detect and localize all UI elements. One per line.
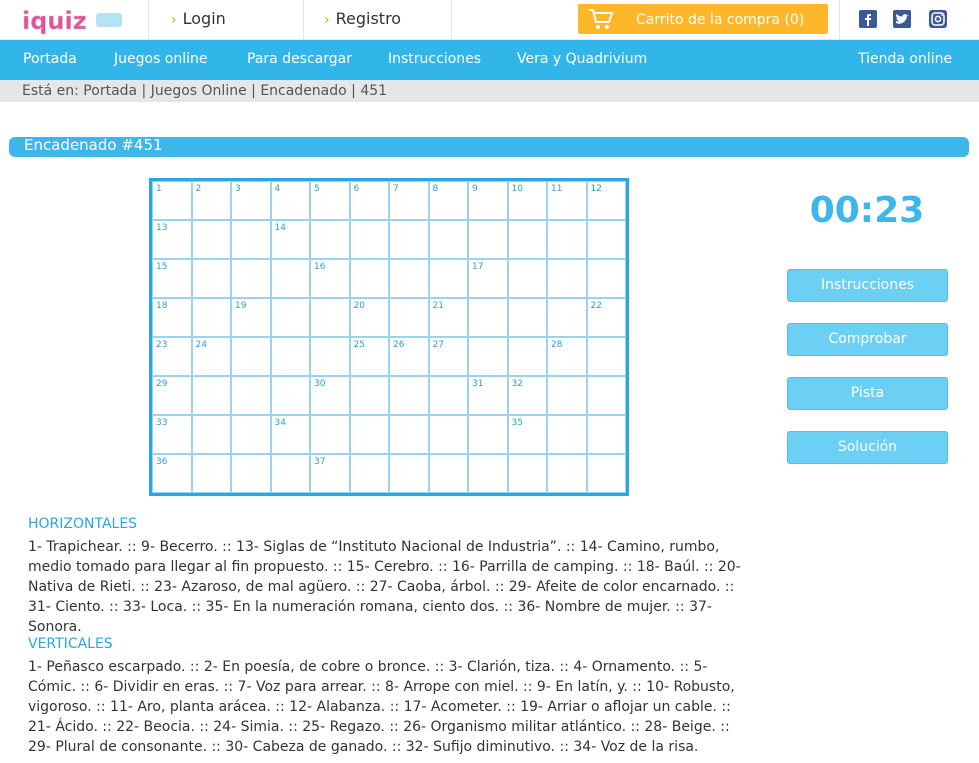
grid-cell[interactable] (310, 259, 350, 298)
grid-cell[interactable] (350, 259, 390, 298)
grid-cell[interactable] (587, 415, 627, 454)
horizontal-clues-title: HORIZONTALES (28, 516, 138, 532)
grid-cell[interactable] (152, 220, 192, 259)
instructions-button[interactable]: Instrucciones (787, 269, 948, 302)
horizontal-clues: 1- Trapichear. :: 9- Becerro. :: 13- Siglas de “Instituto Nacional de Industria”. :: 14- Camino, rumbo, medio tomado para llegar al fin propuesto. :: 15- Cerebro. :: 16- Parrilla de camping. :: 18- Baúl. :: 20- Nativa de Rieti. :: 23- Azaroso, de mal agüero. :: 27- Caoba, árbol. :: 29- Afeite de color encarnado. :: 31- Ciento. :: 33- Loca. :: 35- En la numeración romana, ciento dos. :: 36- Nombre de mujer. :: 37- Sonora. (28, 539, 741, 635)
grid-cell[interactable] (310, 337, 350, 376)
grid-cell[interactable] (310, 415, 350, 454)
grid-cell[interactable] (152, 259, 192, 298)
grid-cell[interactable] (271, 220, 311, 259)
grid-cell[interactable] (350, 376, 390, 415)
grid-cell[interactable] (429, 415, 469, 454)
cell-number: 2 (195, 184, 202, 194)
grid-cell[interactable] (271, 181, 311, 220)
grid-cell[interactable] (231, 376, 271, 415)
grid-cell[interactable] (587, 220, 627, 259)
grid-cell[interactable] (547, 259, 587, 298)
grid-cell[interactable] (350, 454, 390, 493)
chevron-right-icon: › (324, 12, 330, 28)
grid-cell[interactable] (231, 298, 271, 337)
cell-number: 19 (235, 301, 247, 311)
nav-item-para-descargar[interactable]: Para descargar (247, 51, 352, 67)
cell-number: 34 (274, 418, 286, 428)
cell-number: 10 (511, 184, 523, 194)
cell-number: 8 (432, 184, 439, 194)
top-bar (0, 0, 979, 40)
nav-item-tienda-online[interactable]: Tienda online (858, 51, 953, 67)
cell-number: 7 (393, 184, 399, 194)
grid-cell[interactable] (271, 415, 311, 454)
grid-cell[interactable] (231, 181, 271, 220)
grid-cell[interactable] (468, 181, 508, 220)
grid-cell[interactable] (271, 298, 311, 337)
chevron-right-icon: › (171, 12, 177, 28)
grid-cell[interactable] (271, 259, 311, 298)
grid-cell[interactable] (350, 220, 390, 259)
grid-cell[interactable] (429, 220, 469, 259)
grid-cell[interactable] (192, 259, 232, 298)
svg-text:iquiz: iquiz (22, 7, 87, 34)
crossword-grid (149, 178, 629, 496)
cell-number: 25 (353, 340, 365, 350)
grid-cell[interactable] (508, 454, 548, 493)
grid-cell[interactable] (468, 220, 508, 259)
grid-cell[interactable] (152, 337, 192, 376)
grid-cell[interactable] (231, 454, 271, 493)
grid-cell[interactable] (547, 376, 587, 415)
login-link[interactable]: › Login (171, 9, 226, 28)
grid-cell[interactable] (508, 415, 548, 454)
cell-number: 16 (314, 262, 326, 272)
grid-cell[interactable] (508, 259, 548, 298)
cell-number: 20 (353, 301, 365, 311)
grid-cell[interactable] (429, 181, 469, 220)
grid-cell[interactable] (192, 415, 232, 454)
cell-number: 4 (274, 184, 281, 194)
cell-number: 23 (156, 340, 168, 350)
grid-cell[interactable] (389, 298, 429, 337)
grid-cell[interactable] (389, 181, 429, 220)
iquiz-logo[interactable] (18, 7, 126, 34)
cell-number: 11 (551, 184, 563, 194)
cell-number: 30 (314, 379, 326, 389)
shopping-cart-icon (588, 8, 614, 30)
vertical-clues-title: VERTICALES (28, 636, 113, 652)
grid-cell[interactable] (587, 376, 627, 415)
grid-cell[interactable] (429, 298, 469, 337)
vertical-clues: 1- Peñasco escarpado. :: 2- En poesía, de cobre o bronce. :: 3- Clarión, tiza. :: 4- Ornamento. :: 5- Cómic. :: 6- Dividir en eras. :: 7- Voz para arrear. :: 8- Arrope con miel. :: 9- En latín, y. :: 10- Robusto, vigoroso. :: 11- Aro, planta arácea. :: 12- Alabanza. :: 17- Acometer. :: 19- Arriar o aflojar un cable. :: 21- Ácido. :: 22- Beocia. :: 24- Simia. :: 25- Regazo. :: 26- Organismo militar atlántico. :: 28- Beige. :: 29- Plural de consonante. :: 30- Cabeza de ganado. :: 32- Sufijo diminutivo. :: 34- Voz de la risa. (28, 659, 735, 755)
cell-number: 3 (235, 184, 241, 194)
nav-item-instrucciones[interactable]: Instrucciones (388, 51, 482, 67)
instagram-icon[interactable] (929, 10, 947, 28)
cell-number: 24 (195, 340, 207, 350)
grid-cell[interactable] (192, 337, 232, 376)
grid-cell[interactable] (389, 337, 429, 376)
puzzle-title-bar (9, 137, 969, 157)
crossword-cells (152, 181, 626, 493)
grid-cell[interactable] (468, 376, 508, 415)
cell-number: 14 (274, 223, 286, 233)
breadcrumb (0, 80, 979, 102)
cell-number: 13 (156, 223, 168, 233)
grid-cell[interactable] (508, 220, 548, 259)
grid-cell[interactable] (310, 181, 350, 220)
cell-number: 1 (156, 184, 162, 194)
grid-cell[interactable] (152, 181, 192, 220)
grid-cell[interactable] (231, 415, 271, 454)
grid-cell[interactable] (310, 454, 350, 493)
breadcrumb-text[interactable]: Está en: Portada | Juegos Online | Encadenado | 451 (22, 83, 388, 99)
cell-number: 36 (156, 457, 168, 467)
cell-number: 12 (590, 184, 602, 194)
grid-cell[interactable] (547, 454, 587, 493)
grid-cell[interactable] (152, 415, 192, 454)
grid-cell[interactable] (350, 337, 390, 376)
grid-cell[interactable] (152, 298, 192, 337)
cell-number: 15 (156, 262, 168, 272)
grid-cell[interactable] (508, 376, 548, 415)
cart-label: Carrito de la compra (0) (636, 12, 805, 28)
grid-cell[interactable] (152, 376, 192, 415)
grid-cell[interactable] (310, 220, 350, 259)
grid-cell[interactable] (547, 298, 587, 337)
cell-number: 32 (511, 379, 523, 389)
grid-cell[interactable] (429, 454, 469, 493)
grid-cell[interactable] (192, 181, 232, 220)
grid-cell[interactable] (587, 337, 627, 376)
twitter-icon[interactable] (893, 10, 911, 28)
register-segment (303, 0, 451, 40)
grid-cell[interactable] (547, 337, 587, 376)
grid-cell[interactable] (152, 454, 192, 493)
grid-cell[interactable] (231, 220, 271, 259)
cart-button[interactable] (578, 4, 828, 34)
grid-cell[interactable] (508, 181, 548, 220)
grid-cell[interactable] (547, 415, 587, 454)
grid-cell[interactable] (310, 298, 350, 337)
grid-cell[interactable] (310, 376, 350, 415)
grid-cell[interactable] (508, 337, 548, 376)
cell-number: 26 (393, 340, 405, 350)
grid-cell[interactable] (231, 259, 271, 298)
register-link[interactable]: › Registro (324, 9, 402, 28)
grid-cell[interactable] (271, 376, 311, 415)
solution-button[interactable]: Solución (787, 431, 948, 464)
check-button[interactable]: Comprobar (787, 323, 948, 356)
cell-number: 37 (314, 457, 326, 467)
grid-cell[interactable] (587, 454, 627, 493)
cell-number: 22 (590, 301, 602, 311)
grid-cell[interactable] (271, 454, 311, 493)
grid-cell[interactable] (547, 181, 587, 220)
nav-item-portada[interactable]: Portada (23, 51, 77, 67)
grid-cell[interactable] (429, 259, 469, 298)
grid-cell[interactable] (508, 298, 548, 337)
cell-number: 29 (156, 379, 168, 389)
cell-number: 6 (353, 184, 360, 194)
main-nav (0, 40, 979, 80)
grid-cell[interactable] (468, 298, 508, 337)
grid-cell[interactable] (468, 415, 508, 454)
facebook-icon[interactable] (859, 10, 877, 28)
grid-cell[interactable] (231, 337, 271, 376)
grid-cell[interactable] (192, 220, 232, 259)
grid-cell[interactable] (192, 376, 232, 415)
grid-cell[interactable] (587, 259, 627, 298)
grid-cell[interactable] (192, 298, 232, 337)
grid-cell[interactable] (468, 454, 508, 493)
cell-number: 28 (551, 340, 563, 350)
grid-cell[interactable] (271, 337, 311, 376)
grid-cell[interactable] (587, 181, 627, 220)
hint-button[interactable]: Pista (787, 377, 948, 410)
grid-cell[interactable] (192, 454, 232, 493)
login-segment (148, 0, 303, 40)
grid-cell[interactable] (389, 259, 429, 298)
grid-cell[interactable] (350, 181, 390, 220)
cell-number: 9 (472, 184, 478, 194)
cell-number: 31 (472, 379, 484, 389)
grid-cell[interactable] (350, 298, 390, 337)
grid-cell[interactable] (587, 298, 627, 337)
timer: 00:23 (809, 190, 925, 231)
grid-cell[interactable] (429, 376, 469, 415)
grid-cell[interactable] (350, 415, 390, 454)
cell-number: 35 (511, 418, 523, 428)
nav-item-vera-quadrivium[interactable]: Vera y Quadrivium (517, 51, 648, 67)
cell-number: 17 (472, 262, 484, 272)
cell-number: 21 (432, 301, 444, 311)
grid-cell[interactable] (429, 337, 469, 376)
cell-number: 5 (314, 184, 320, 194)
grid-cell[interactable] (468, 337, 508, 376)
cell-number: 18 (156, 301, 168, 311)
page-title: Encadenado #451 (24, 136, 163, 154)
grid-cell[interactable] (389, 415, 429, 454)
grid-cell[interactable] (547, 220, 587, 259)
grid-cell[interactable] (389, 454, 429, 493)
nav-item-juegos-online[interactable]: Juegos online (114, 51, 208, 67)
cell-number: 33 (156, 418, 168, 428)
grid-cell[interactable] (468, 259, 508, 298)
grid-cell[interactable] (389, 376, 429, 415)
grid-cell[interactable] (389, 220, 429, 259)
cell-number: 27 (432, 340, 444, 350)
